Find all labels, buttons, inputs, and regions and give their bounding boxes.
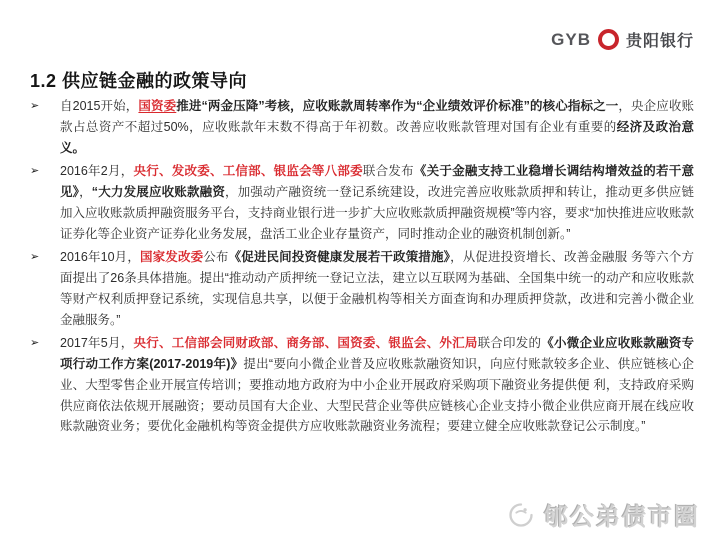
bullet-item bbox=[30, 161, 694, 244]
text-run: ， bbox=[79, 185, 92, 199]
text-run: 国资委 bbox=[138, 99, 177, 113]
bullet-arrow-icon: ➢ bbox=[30, 337, 40, 350]
text-run: ，加强动产融资统一登记系统建设，改进完善应收账款质押和转让，推动更多供应链加入应收账款质押融资服务平台，支持商业银行进一步扩大应收账款质押融资规模”等内容，要求“加快推进应收账款证券化等企业资产证券化业务发展，盘活工业企业存量资产，同时推动企业的融资机制创新。” bbox=[60, 185, 694, 241]
text-run: 《促进民间投资健康发展若干政策措施》 bbox=[228, 250, 451, 265]
bullet-item bbox=[30, 333, 694, 437]
bullet-item bbox=[30, 247, 694, 330]
bank-logo-acronym: GYB bbox=[551, 29, 591, 49]
text-run: 2016年10月， bbox=[60, 250, 140, 265]
text-run: 《小微企业应收账款融资专项行动工作方案(2017-2019年)》 bbox=[60, 336, 694, 371]
bullet-text bbox=[60, 161, 694, 244]
bank-logo bbox=[551, 28, 694, 51]
text-run: 公布 bbox=[203, 250, 229, 265]
text-run: “大力发展应收账款融资 bbox=[91, 185, 226, 199]
bank-name: 贵阳银行 bbox=[625, 33, 694, 50]
text-run: 央行、工信部会同财政部、商务部、国资委、银监会、外汇局 bbox=[133, 336, 478, 351]
watermark bbox=[507, 497, 700, 532]
text-run: 经济及政治意义。 bbox=[60, 119, 694, 155]
slide-title: 1.2 供应链金融的政策导向 bbox=[30, 71, 248, 91]
bullet-arrow-icon: ➢ bbox=[30, 100, 40, 112]
text-run: ，从促进投资增长、改善金融服 务等六个方面提出了26条具体措施。提出“推动动产质押统一登记立法，建立以互联网为基础、全国集中统一的动产和应收账款等财产权利质押登记系统，实现信息共享，以便于金融机构等相关方面查询和办理质押贷款，改进和完善小微企业金融服务。” bbox=[60, 250, 694, 327]
text-run: ，央企应收账款占总资产不超过50%，应收账款年末数不得高于年初数。改善应收账款管理对国有企业有重要的 bbox=[60, 99, 694, 134]
text-run: 2017年5月， bbox=[60, 336, 134, 351]
bullet-text bbox=[60, 96, 694, 158]
text-run: 自2015开始， bbox=[60, 99, 139, 113]
text-run: 联合印发的 bbox=[477, 336, 542, 351]
text-run: 2016年2月， bbox=[60, 164, 134, 179]
bullet-list bbox=[30, 96, 694, 440]
text-run: 国家发改委 bbox=[139, 250, 204, 265]
bullet-item bbox=[30, 96, 694, 158]
bullet-text bbox=[60, 333, 694, 437]
bullet-text bbox=[60, 247, 694, 330]
text-run: 央行、发改委、工信部、银监会等八部委 bbox=[133, 164, 363, 179]
text-run: 联合发布 bbox=[362, 164, 414, 179]
text-run: 推进“两金压降”考核，应收账款周转率作为“企业绩效评价标准”的核心指标之一 bbox=[176, 99, 619, 113]
text-run: 《关于金融支持工业稳增长调结构增效益的若干意见》 bbox=[60, 164, 694, 199]
bullet-arrow-icon: ➢ bbox=[30, 165, 40, 178]
bank-ring-icon bbox=[598, 29, 619, 50]
watermark-text: 郇公弟债市圈 bbox=[544, 504, 700, 531]
bullet-arrow-icon: ➢ bbox=[30, 251, 40, 264]
watermark-swirl-icon bbox=[507, 501, 535, 529]
text-run: 提出“要向小微企业普及应收账款融资知识，向应付账款较多企业、供应链核心企业、大型零售企业开展宣传培训；要推动地方政府为中小企业开展政府采购项下融资业务提供便 利，支持政府采购供应商依法依规开展融资；要动员国有大企业、大型民营企业等供应链核心企业支持小微企业供应商开展在线应收账款融资业务；要优化金融机构等资金提供方应收账款融资业务流程；要建立健全应收账款登记公示制度。” bbox=[60, 357, 694, 434]
